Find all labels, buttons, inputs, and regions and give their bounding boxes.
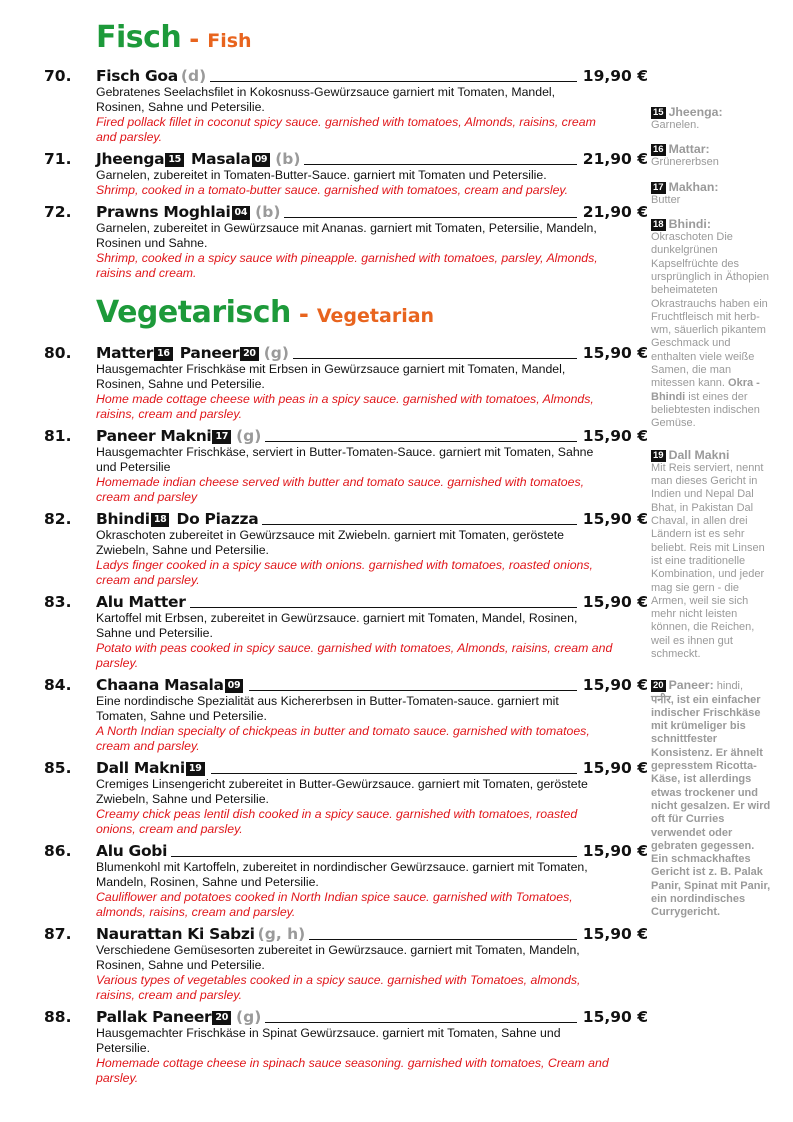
item-name-text: Masala <box>185 150 251 168</box>
description-de: Hausgemachter Frischkäse in Spinat Gewürzsauce. garniert mit Tomaten, Sahne und Petersilie. <box>96 1026 561 1055</box>
footnote-tag: 18 <box>151 513 170 527</box>
description-en: Cauliflower and potatoes cooked in North Indian spice sauce. garnished with Tomatoes, almonds, raisins, cream and parsley. <box>96 890 573 919</box>
description-en: Shrimp, cooked in a tomato-butter sauce. garnished with tomatoes, cream and parsley. <box>96 183 569 197</box>
menu-item <box>44 424 648 505</box>
menu-item-header <box>44 64 648 85</box>
description-de: Hausgemachter Frischkäse, serviert in Butter-Tomaten-Sauce. garniert mit Tomaten, Sahne und Petersilie <box>96 445 594 474</box>
description-en: Shrimp, cooked in a spicy sauce with pineapple. garnished with tomatoes, parsley, Almonds, raisins and cream. <box>96 251 598 280</box>
section-title-dash: - <box>189 25 200 53</box>
item-name <box>96 344 261 362</box>
item-name <box>96 925 255 943</box>
menu-item-header <box>44 839 648 860</box>
item-price: 15,90 € <box>582 593 648 611</box>
footnote-tag: 16 <box>154 347 173 361</box>
menu-item <box>44 507 648 588</box>
item-price: 15,90 € <box>582 925 648 943</box>
menu-item-header <box>44 424 648 445</box>
glossary-sidebar <box>651 106 773 930</box>
glossary-text: Grünererbsen <box>651 155 719 168</box>
item-name <box>96 67 178 85</box>
item-name-text: Matter <box>96 344 154 362</box>
glossary-text: hindi, <box>713 680 744 693</box>
item-name <box>96 842 167 860</box>
section-title <box>96 20 648 60</box>
item-name <box>96 150 272 168</box>
menu-item <box>44 64 648 145</box>
allergen-code: (g) <box>236 1008 262 1026</box>
glossary-term: Dall Makni <box>668 447 730 462</box>
glossary-text: Garnelen. <box>651 119 700 132</box>
item-name-text: Dall Makni <box>96 759 185 777</box>
item-price: 15,90 € <box>582 842 648 860</box>
section-title-dash: - <box>298 300 309 328</box>
item-number: 88. <box>44 1008 72 1026</box>
dotted-leader <box>262 524 576 525</box>
description-de: Cremiges Linsengericht zubereitet in Butter-Gewürzsauce. garniert mit Tomaten, geröstete Zwiebeln, Sahne und Petersilie. <box>96 777 588 806</box>
item-price: 15,90 € <box>582 676 648 694</box>
glossary-text: Mit Reis serviert, nennt man dieses Gericht in Indien und Nepal Dal Bhat, in Pakistan Dal Chaval, in allen drei Ländern ist es sehr beliebt. Reis mit Linsen ist eine traditionelle Kombination, und jeder mag sie gern - die Armen, weil sie sich mehr nicht leisten können, die Reichen, weil es ihnen gut schmeckt. <box>651 461 765 660</box>
item-name <box>96 510 258 528</box>
allergen-code: (b) <box>275 150 301 168</box>
footnote-tag: 16 <box>653 143 664 155</box>
menu-item <box>44 590 648 671</box>
item-price: 15,90 € <box>582 1008 648 1026</box>
item-price: 21,90 € <box>582 203 648 221</box>
item-number: 70. <box>44 67 72 85</box>
allergen-code: (g, h) <box>257 925 306 943</box>
item-name-text: Chaana Masala <box>96 676 224 694</box>
footnote-tag: 09 <box>225 679 244 693</box>
item-price: 15,90 € <box>582 759 648 777</box>
dotted-leader <box>249 690 576 691</box>
dotted-leader <box>210 81 577 82</box>
description-de: Okraschoten zubereitet in Gewürzsauce mit Zwiebeln. garniert mit Tomaten, geröstete Zwiebeln, Sahne und Petersilie. <box>96 528 564 557</box>
glossary-tail: ist eines der beliebtesten indischen Gemüse. <box>651 390 760 430</box>
item-name-text: Alu Gobi <box>96 842 168 860</box>
item-number: 84. <box>44 676 72 694</box>
footnote-tag: 20 <box>653 680 664 692</box>
glossary-heading <box>651 181 773 194</box>
item-name-text: Do Piazza <box>171 510 259 528</box>
item-name-text: Pallak Paneer <box>96 1008 212 1026</box>
allergen-code: (g) <box>236 427 262 445</box>
item-name-text: Alu Matter <box>96 593 186 611</box>
item-name-text: Jheenga <box>96 150 165 168</box>
menu-item-header <box>44 200 648 221</box>
item-number: 83. <box>44 593 72 611</box>
footnote-tag: 15 <box>165 153 184 167</box>
description-en: Various types of vegetables cooked in a spicy sauce. garnished with Tomatoes, almonds, raisins, cream and parsley. <box>96 973 581 1002</box>
glossary-heading <box>651 143 773 156</box>
menu-item-header <box>44 507 648 528</box>
footnote-tag: 20 <box>240 347 259 361</box>
item-name-text: Fisch Goa <box>96 67 178 85</box>
item-price: 15,90 € <box>582 344 648 362</box>
item-name-text: Paneer <box>174 344 240 362</box>
item-name <box>96 676 245 694</box>
menu-item <box>44 673 648 754</box>
menu-item-header <box>44 1005 648 1026</box>
glossary-term: Makhan: <box>668 180 719 195</box>
menu-item <box>44 147 648 198</box>
item-number: 80. <box>44 344 72 362</box>
glossary-bold: पनीर, ist ein einfacher indischer Frischkäse mit krümeliger bis schnittfester Konsistenz. Er ähnelt gepresstem Ricotta-Käse, ist allerdings etwas trockener und nicht gesalzen. Er wird oft für Curries verwendet oder gebraten gegessen. Ein schmackhaftes Gericht ist z. B. Palak Panir, Spinat mit Panir, ein nordindisches Currygericht. <box>651 693 771 919</box>
glossary-text: Okraschoten Die dunkelgrünen Kapselfrüchte des ursprünglich in Äthopien beheimateten Okrastrauchs haben ein Fruchtfleisch mit herb-wm, säuerlich pikantem Geschmack und enthalten viele weiße Samen, die man mitessen kann. <box>651 231 770 390</box>
footnote-tag: 15 <box>653 107 664 118</box>
menu-item <box>44 200 648 281</box>
glossary-term: Bhindi: <box>668 216 711 231</box>
glossary-entry <box>651 449 773 662</box>
glossary-entry <box>651 181 773 208</box>
item-price: 21,90 € <box>582 150 648 168</box>
glossary-term: Paneer: <box>668 678 714 693</box>
footnote-tag: 04 <box>232 206 251 220</box>
glossary-term: Mattar: <box>668 141 710 156</box>
menu-item <box>44 341 648 422</box>
item-number: 71. <box>44 150 72 168</box>
item-price: 19,90 € <box>582 67 648 85</box>
item-number: 82. <box>44 510 72 528</box>
section-title-de: Fisch <box>96 20 182 55</box>
description-en: Creamy chick peas lentil dish cooked in a spicy sauce. garnished with tomatoes, roasted onions, cream and parsley. <box>96 807 578 836</box>
dotted-leader <box>309 939 577 940</box>
item-number: 86. <box>44 842 72 860</box>
description-de: Hausgemachter Frischkäse mit Erbsen in Gewürzsauce garniert mit Tomaten, Mandel, Rosinen, Sahne und Petersilie. <box>96 362 566 391</box>
description-de: Verschiedene Gemüsesorten zubereitet in Gewürzsauce. garniert mit Tomaten, Mandeln, Rosinen, Sahne und Petersilie. <box>96 943 580 972</box>
item-price: 15,90 € <box>582 510 648 528</box>
footnote-tag: 17 <box>653 182 664 194</box>
description-en: Home made cottage cheese with peas in a spicy sauce. garnished with tomatoes, Almonds, raisins, cream and parsley. <box>96 392 594 421</box>
description-de: Gebratenes Seelachsfilet in Kokosnuss-Gewürzsauce garniert mit Tomaten, Mandel, Rosinen, Sahne und Petersilie. <box>96 85 556 114</box>
item-name-text: Paneer Makni <box>96 427 212 445</box>
description-en: A North Indian specialty of chickpeas in butter and tomato sauce. garnished with tomatoes, cream and parsley. <box>96 724 590 753</box>
glossary-entry <box>651 106 773 133</box>
glossary-heading <box>651 678 714 692</box>
item-name-text: Prawns Moghlai <box>96 203 231 221</box>
menu-item-header <box>44 341 648 362</box>
item-price: 15,90 € <box>582 427 648 445</box>
dotted-leader <box>284 217 576 218</box>
description-de: Eine nordindische Spezialität aus Kichererbsen in Butter-Tomaten-sauce. garniert mit Tomaten, Sahne und Petersilie. <box>96 694 559 723</box>
section-title <box>96 295 648 335</box>
dotted-leader <box>265 1022 576 1023</box>
description-de: Blumenkohl mit Kartoffeln, zubereitet in nordindischer Gewürzsauce. garniert mit Tomaten, Mandeln, Rosinen, Sahne und Petersilie. <box>96 860 588 889</box>
glossary-heading <box>651 106 773 119</box>
allergen-code: (b) <box>255 203 281 221</box>
item-name-text: Bhindi <box>96 510 150 528</box>
menu-item-header <box>44 922 648 943</box>
section-title-en: Fish <box>207 30 252 52</box>
description-en: Ladys finger cooked in a spicy sauce with onions. garnished with tomatoes, roasted onions, cream and parsley. <box>96 558 593 587</box>
item-number: 85. <box>44 759 72 777</box>
footnote-tag: 17 <box>212 430 231 444</box>
item-name <box>96 427 233 445</box>
dotted-leader <box>293 358 577 359</box>
section-title-de: Vegetarisch <box>96 295 291 330</box>
glossary-text: Butter <box>651 194 681 207</box>
item-name <box>96 759 207 777</box>
dotted-leader <box>265 441 576 442</box>
menu-main <box>44 20 648 1088</box>
item-name <box>96 1008 233 1026</box>
dotted-leader <box>190 607 577 608</box>
menu-item <box>44 922 648 1003</box>
dotted-leader <box>171 856 577 857</box>
glossary-term: Jheenga: <box>668 105 723 119</box>
description-en: Homemade indian cheese served with butter and tomato sauce. garnished with tomatoes, cream and parsley <box>96 475 585 504</box>
description-de: Garnelen, zubereitet in Tomaten-Butter-Sauce. garniert mit Tomaten und Petersilie. <box>96 168 547 182</box>
item-number: 81. <box>44 427 72 445</box>
menu-item <box>44 1005 648 1086</box>
section-title-en: Vegetarian <box>316 305 435 327</box>
description-en: Fired pollack fillet in coconut spicy sauce. garnished with tomatoes, Almonds, raisins, cream and parsley. <box>96 115 596 144</box>
footnote-tag: 19 <box>186 762 205 776</box>
item-name <box>96 593 186 611</box>
footnote-tag: 18 <box>653 218 664 230</box>
menu-item-header <box>44 590 648 611</box>
description-de: Kartoffel mit Erbsen, zubereitet in Gewürzsauce. garniert mit Tomaten, Mandel, Rosinen, Sahne und Petersilie. <box>96 611 578 640</box>
glossary-heading <box>651 218 773 231</box>
dotted-leader <box>211 773 577 774</box>
glossary-entry <box>651 218 773 431</box>
glossary-bold: Okra - Bhindi <box>651 377 760 403</box>
footnote-tag: 20 <box>212 1011 231 1025</box>
menu-item <box>44 756 648 837</box>
footnote-tag: 19 <box>653 449 664 461</box>
item-name <box>96 203 252 221</box>
allergen-code: (g) <box>263 344 289 362</box>
item-number: 72. <box>44 203 72 221</box>
dotted-leader <box>304 164 576 165</box>
menu-item-header <box>44 756 648 777</box>
description-en: Homemade cottage cheese in spinach sauce seasoning. garnished with tomatoes, Cream and parsley. <box>96 1056 609 1085</box>
menu-item <box>44 839 648 920</box>
item-name-text: Naurattan Ki Sabzi <box>96 925 255 943</box>
glossary-heading <box>651 449 773 462</box>
description-de: Garnelen, zubereitet in Gewürzsauce mit Ananas. garniert mit Tomaten, Petersilie, Mandeln, Rosinen und Sahne. <box>96 221 597 250</box>
menu-item-header <box>44 147 648 168</box>
description-en: Potato with peas cooked in spicy sauce. garnished with tomatoes, Almonds, raisins, cream and parsley. <box>96 641 613 670</box>
glossary-entry <box>651 143 773 170</box>
footnote-tag: 09 <box>252 153 271 167</box>
glossary-entry <box>651 679 773 919</box>
allergen-code: (d) <box>180 67 207 85</box>
item-number: 87. <box>44 925 72 943</box>
menu-item-header <box>44 673 648 694</box>
